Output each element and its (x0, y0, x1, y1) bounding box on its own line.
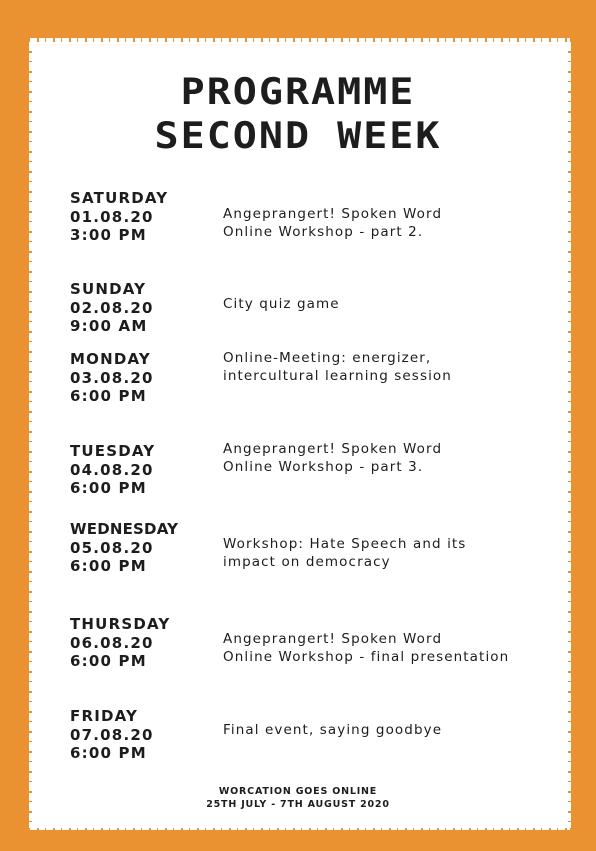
schedule-day-friday (70, 707, 154, 763)
day-name: MONDAY (70, 350, 151, 368)
day-date: 02.08.20 (70, 298, 154, 317)
day-time: 6:00 PM (70, 652, 147, 670)
event-thursday (223, 630, 509, 666)
event-line: impact on democracy (223, 554, 391, 570)
day-name: WEDNESDAY (70, 520, 179, 538)
day-date: 03.08.20 (70, 368, 154, 387)
day-name: SUNDAY (70, 280, 147, 298)
schedule-day-sunday (70, 280, 154, 336)
event-line: Angeprangert! Spoken Word (223, 441, 443, 457)
event-sunday (223, 295, 340, 313)
event-line: City quiz game (223, 296, 340, 312)
day-time: 3:00 PM (70, 226, 147, 244)
event-saturday (223, 205, 442, 241)
footer (0, 785, 596, 811)
page-title-line-1: PROGRAMME (180, 70, 416, 114)
event-wednesday (223, 535, 466, 571)
event-friday (223, 721, 442, 739)
event-line: Online Workshop - part 2. (223, 224, 424, 240)
event-line: Online-Meeting: energizer, (223, 350, 432, 366)
day-date: 05.08.20 (70, 538, 154, 557)
day-name: TUESDAY (70, 442, 156, 460)
schedule-day-tuesday (70, 442, 155, 498)
day-date: 01.08.20 (70, 207, 154, 226)
page-title-line-2: SECOND WEEK (154, 114, 442, 158)
schedule-day-thursday (70, 615, 170, 671)
day-date: 06.08.20 (70, 633, 154, 652)
event-line: Angeprangert! Spoken Word (223, 206, 443, 222)
schedule-day-wednesday (70, 520, 178, 576)
day-name: SATURDAY (70, 189, 169, 207)
event-tuesday (223, 440, 442, 476)
footer-line-2: 25TH JULY - 7TH AUGUST 2020 (206, 799, 390, 810)
day-time: 6:00 PM (70, 744, 147, 762)
event-monday (223, 349, 452, 385)
event-line: Online Workshop - final presentation (223, 649, 510, 665)
day-time: 6:00 PM (70, 387, 147, 405)
event-line: intercultural learning session (223, 368, 452, 384)
day-name: THURSDAY (70, 615, 171, 633)
day-date: 07.08.20 (70, 725, 154, 744)
event-line: Online Workshop - part 3. (223, 459, 424, 475)
day-name: FRIDAY (70, 707, 139, 725)
day-time: 9:00 AM (70, 317, 148, 335)
day-date: 04.08.20 (70, 460, 154, 479)
day-time: 6:00 PM (70, 557, 147, 575)
event-line: Workshop: Hate Speech and its (223, 536, 467, 552)
footer-line-1: WORCATION GOES ONLINE (218, 786, 378, 797)
schedule-day-saturday (70, 189, 168, 245)
event-line: Angeprangert! Spoken Word (223, 631, 443, 647)
day-time: 6:00 PM (70, 479, 147, 497)
schedule-day-monday (70, 350, 154, 406)
event-line: Final event, saying goodbye (223, 722, 443, 738)
